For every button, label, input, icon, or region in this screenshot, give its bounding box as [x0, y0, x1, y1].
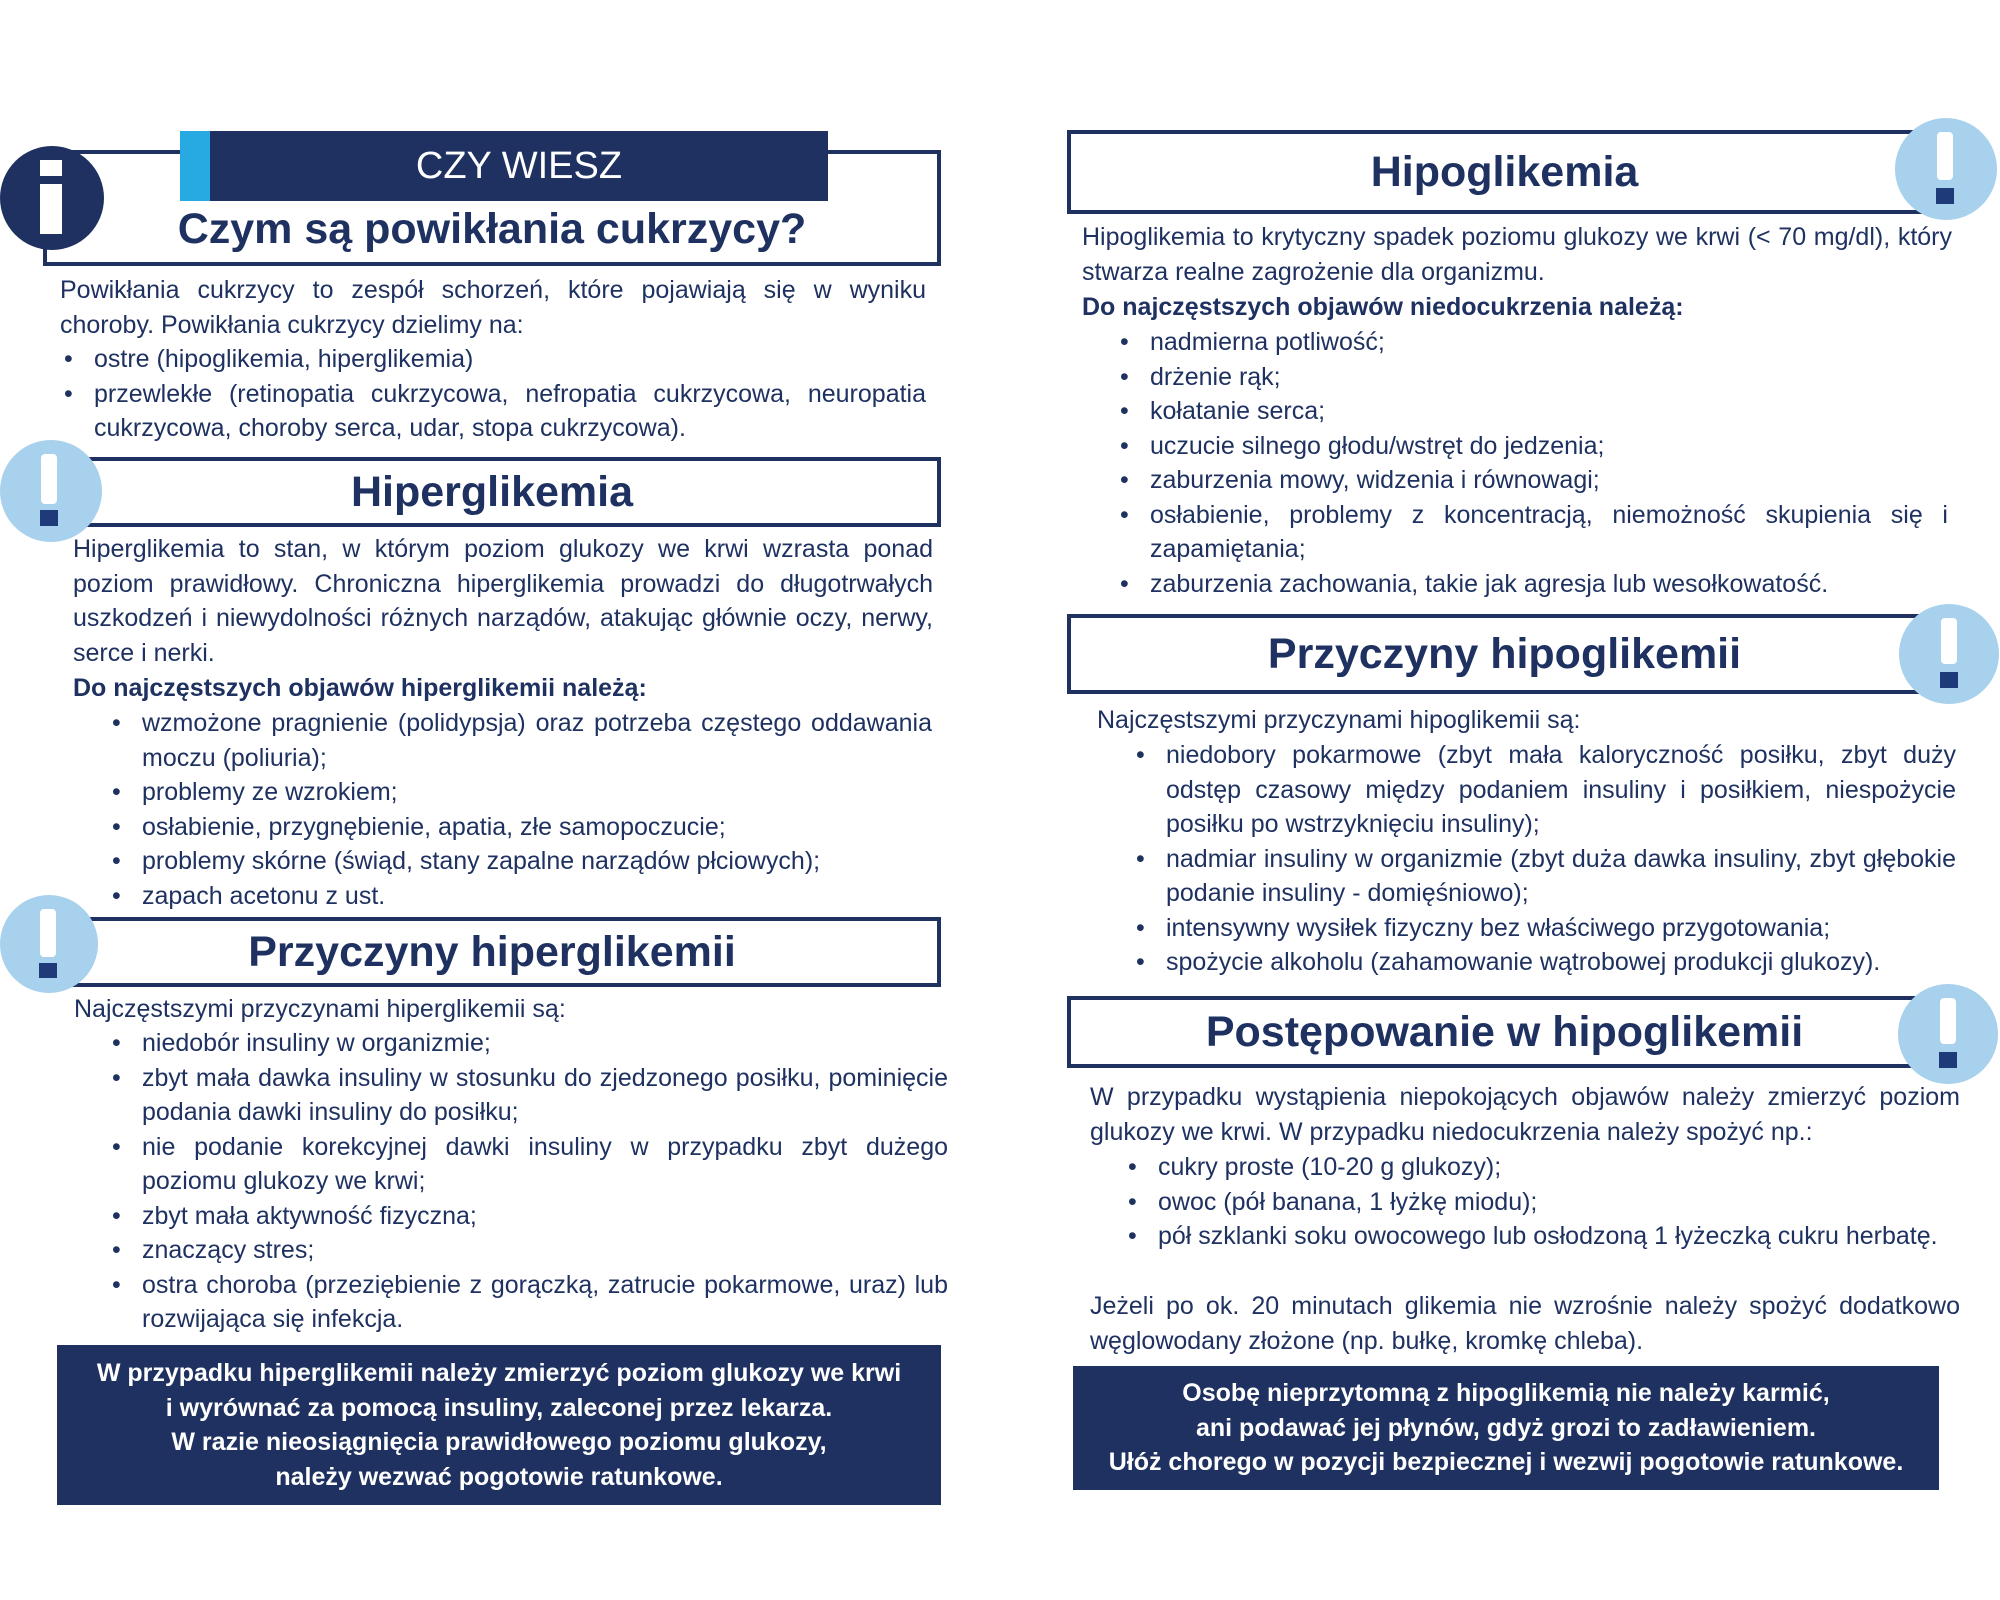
- hypo-action-title-box: [1067, 996, 1942, 1068]
- list-item: • niedobory pokarmowe (zbyt mała kaloryczność posiłku, zbyt duży odstęp czasowy między podaniem insuliny i posiłkiem, niespożycie posiłku po wstrzyknięciu insuliny);: [1134, 738, 1956, 842]
- list-item: • cukry proste (10-20 g glukozy);: [1126, 1150, 1960, 1185]
- hypo-causes-list: [1134, 738, 1956, 980]
- banner-accent: [180, 131, 210, 201]
- note-line: W razie nieosiągnięcia prawidłowego poziomu glukozy,: [171, 1428, 827, 1456]
- list-item: • zapach acetonu z ust.: [110, 879, 932, 914]
- intro-banner: [180, 131, 828, 201]
- list-item: • przewlekłe (retinopatia cukrzycowa, nefropatia cukrzycowa, neuropatia cukrzycowa, choroby serca, udar, stopa cukrzycowa).: [62, 377, 926, 446]
- note-line: W przypadku hiperglikemii należy zmierzyć poziom glukozy we krwi: [96, 1359, 902, 1387]
- hyper-symptoms: [110, 706, 932, 913]
- hypo-causes-title-box: [1067, 614, 1942, 694]
- list-item: • owoc (pół banana, 1 łyżkę miodu);: [1126, 1185, 1960, 1220]
- hyper-causes-title: Przyczyny hiperglikemii: [248, 927, 736, 976]
- list-item: • kołatanie serca;: [1118, 394, 1948, 429]
- hyper-causes-title-box: [43, 917, 941, 987]
- list-item: • zaburzenia zachowania, takie jak agresja lub wesołkowatość.: [1118, 567, 1948, 602]
- info-icon: [0, 146, 104, 250]
- hyper-causes-list: [110, 1026, 948, 1337]
- list-item: • drżenie rąk;: [1118, 360, 1948, 395]
- list-item: • uczucie silnego głodu/wstręt do jedzenia;: [1118, 429, 1948, 464]
- intro-text: Powikłania cukrzycy to zespół schorzeń, które pojawiają się w wyniku choroby. Powikłania cukrzycy dzielimy na:: [60, 276, 926, 339]
- hypo-text: Hipoglikemia to krytyczny spadek poziomu glukozy we krwi (< 70 mg/dl), który stwarza realne zagrożenie dla organizmu.: [1082, 223, 1952, 286]
- list-item: • osłabienie, problemy z koncentracją, niemożność skupienia się i zapamiętania;: [1118, 498, 1948, 567]
- hyper-title: Hiperglikemia: [351, 467, 633, 516]
- hypo-title: Hipoglikemia: [1370, 147, 1639, 196]
- hypo-action-list: [1126, 1150, 1960, 1254]
- list-item: • ostra choroba (przeziębienie z gorączką, zatrucie pokarmowe, uraz) lub rozwijająca się infekcja.: [110, 1268, 948, 1337]
- hyper-text: Hiperglikemia to stan, w którym poziom glukozy we krwi wzrasta ponad poziom prawidłowy. Chroniczna hiperglikemia prowadzi do długotrwałych uszkodzeń i niewydolności różnych narządów, atakując głównie oczy, nerwy, serce i nerki.: [73, 535, 933, 667]
- list-item: • zbyt mała aktywność fizyczna;: [110, 1199, 948, 1234]
- hyper-subheading: Do najczęstszych objawów hiperglikemii należą:: [73, 674, 647, 702]
- list-item: • zbyt mała dawka insuliny w stosunku do zjedzonego posiłku, pominięcie podania dawki insuliny do posiłku;: [110, 1061, 948, 1130]
- hypo-note: [1073, 1366, 1939, 1490]
- list-item: • problemy ze wzrokiem;: [110, 775, 932, 810]
- hypo-subheading: Do najczęstszych objawów niedocukrzenia należą:: [1082, 293, 1684, 321]
- list-item: • osłabienie, przygnębienie, apatia, złe samopoczucie;: [110, 810, 932, 845]
- intro-list: [62, 342, 926, 446]
- note-line: ani podawać jej płynów, gdyż grozi to zadławieniem.: [1195, 1413, 1816, 1442]
- list-item: • pół szklanki soku owocowego lub osłodzoną 1 łyżeczką cukru herbatę.: [1126, 1219, 1960, 1254]
- exclamation-icon: [0, 895, 98, 993]
- banner-label: CZY WIESZ: [415, 144, 623, 187]
- hypo-action-after: Jeżeli po ok. 20 minutach glikemia nie wzrośnie należy spożyć dodatkowo węglowodany złożone (np. bułkę, kromkę chleba).: [1090, 1292, 1960, 1355]
- list-item: • intensywny wysiłek fizyczny bez właściwego przygotowania;: [1134, 911, 1956, 946]
- note-line: i wyrównać za pomocą insuliny, zaleconej przez lekarza.: [165, 1393, 833, 1422]
- hypo-action-text: W przypadku wystąpienia niepokojących objawów należy zmierzyć poziom glukozy we krwi. W przypadku niedocukrzenia należy spożyć np.:: [1090, 1083, 1960, 1146]
- list-item: • nadmiar insuliny w organizmie (zbyt duża dawka insuliny, zbyt głębokie podanie insuliny - domięśniowo);: [1134, 842, 1956, 911]
- list-item: • ostre (hipoglikemia, hiperglikemia): [62, 342, 926, 377]
- note-line: należy wezwać pogotowie ratunkowe.: [275, 1462, 723, 1491]
- intro-title: Czym są powikłania cukrzycy?: [177, 205, 807, 253]
- list-item: • znaczący stres;: [110, 1233, 948, 1268]
- exclamation-icon: [0, 440, 102, 542]
- list-item: • nadmierna potliwość;: [1118, 325, 1948, 360]
- note-line: Osobę nieprzytomną z hipoglikemią nie należy karmić,: [1182, 1379, 1830, 1408]
- note-line: Ułóż chorego w pozycji bezpiecznej i wezwij pogotowie ratunkowe.: [1108, 1448, 1904, 1477]
- exclamation-icon: [1895, 118, 1997, 220]
- list-item: • zaburzenia mowy, widzenia i równowagi;: [1118, 463, 1948, 498]
- hypo-action-title: Postępowanie w hipoglikemii: [1205, 1007, 1804, 1056]
- exclamation-icon: [1899, 604, 1999, 704]
- list-item: • niedobór insuliny w organizmie;: [110, 1026, 948, 1061]
- list-item: • problemy skórne (świąd, stany zapalne narządów płciowych);: [110, 844, 932, 879]
- hypo-causes-intro: Najczęstszymi przyczynami hipoglikemii są:: [1097, 706, 1581, 734]
- hypo-title-box: [1067, 130, 1942, 214]
- hyper-note: [57, 1345, 941, 1505]
- list-item: • nie podanie korekcyjnej dawki insuliny w przypadku zbyt dużego poziomu glukozy we krwi;: [110, 1130, 948, 1199]
- hyper-causes-intro: Najczęstszymi przyczynami hiperglikemii są:: [74, 995, 566, 1023]
- exclamation-icon: [1898, 984, 1998, 1084]
- list-item: • spożycie alkoholu (zahamowanie wątrobowej produkcji glukozy).: [1134, 945, 1956, 980]
- list-item: • wzmożone pragnienie (polidypsja) oraz potrzeba częstego oddawania moczu (poliuria);: [110, 706, 932, 775]
- hypo-causes-title: Przyczyny hipoglikemii: [1267, 629, 1742, 678]
- hyper-title-box: [43, 457, 941, 527]
- hypo-symptoms: [1118, 325, 1948, 601]
